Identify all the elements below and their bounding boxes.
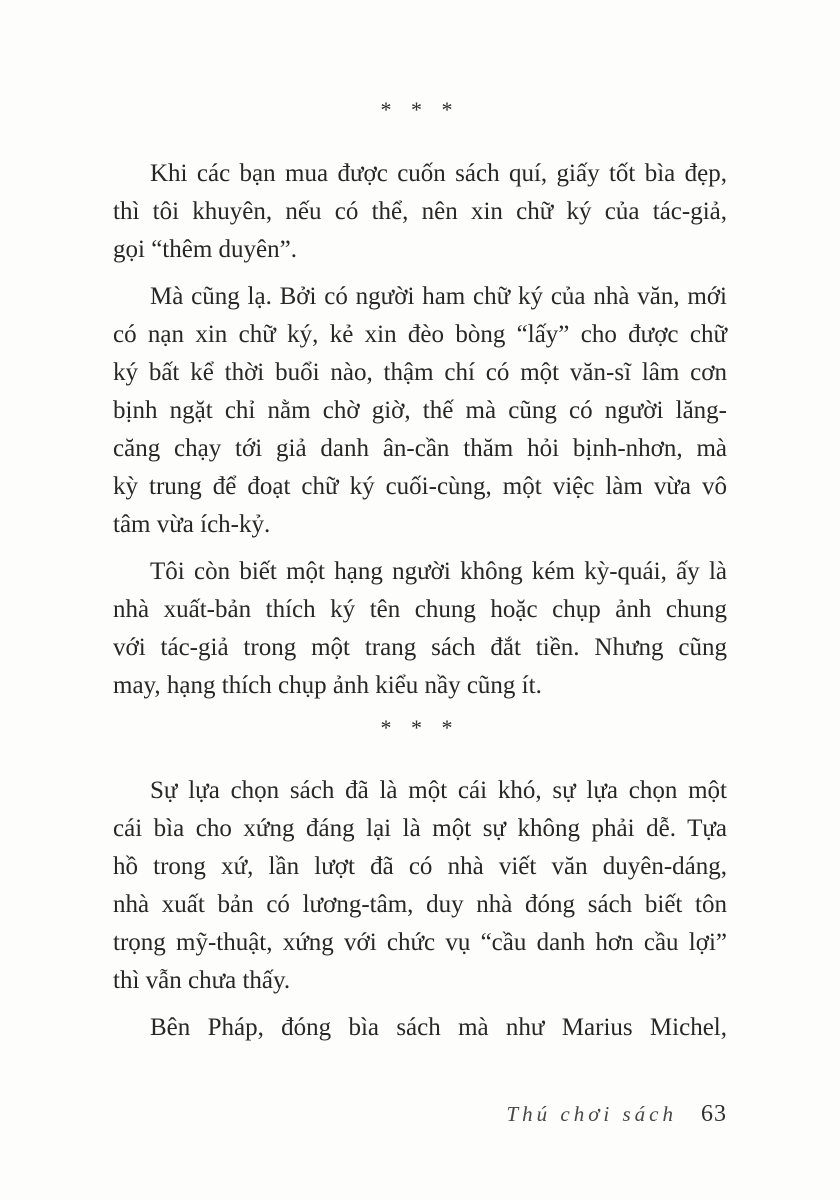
paragraph (113, 155, 727, 269)
footer (506, 1101, 727, 1128)
paragraph-line: tâm vừa ích-kỷ. (113, 511, 271, 538)
paragraph-line: cái bìa cho xứng đáng lại là một sự không phải dễ. Tựa (113, 815, 727, 842)
paragraph (113, 1009, 727, 1047)
text-block (113, 99, 727, 1056)
paragraph (113, 553, 727, 705)
paragraph-line: Sự lựa chọn sách đã là một cái khó, sự lựa chọn một (150, 777, 727, 804)
section-separator: * * * (380, 97, 460, 122)
paragraph-line: có nạn xin chữ ký, kẻ xin đèo bòng “lấy” cho được chữ (113, 321, 727, 348)
paragraph-line: Tôi còn biết một hạng người không kém kỳ-quái, ấy là (150, 558, 727, 585)
paragraph-line: Mà cũng lạ. Bởi có người ham chữ ký của nhà văn, mới (150, 283, 727, 310)
paragraph-line: kỳ trung để đoạt chữ ký cuối-cùng, một việc làm vừa vô (113, 473, 727, 500)
section-separator: * * * (380, 715, 460, 740)
paragraph-line: ký bất kể thời buổi nào, thậm chí có một văn-sĩ lâm cơn (113, 359, 727, 386)
paragraph (113, 278, 727, 544)
paragraph-line: gọi “thêm duyên”. (113, 236, 297, 263)
paragraph-line: thì tôi khuyên, nếu có thể, nên xin chữ ký của tác-giả, (113, 198, 727, 225)
paragraph-line: với tác-giả trong một trang sách đắt tiền. Nhưng cũng (113, 634, 727, 661)
page-number: 63 (701, 1101, 727, 1127)
paragraph-line: trọng mỹ-thuật, xứng với chức vụ “cầu danh hơn cầu lợi” (113, 929, 727, 956)
paragraph-line: thì vẫn chưa thấy. (113, 967, 291, 994)
running-title: Thú chơi sách (506, 1102, 677, 1126)
paragraph-line: Khi các bạn mua được cuốn sách quí, giấy tốt bìa đẹp, (150, 160, 727, 187)
paragraph-line: nhà xuất bản có lương-tâm, duy nhà đóng sách biết tôn (113, 891, 727, 918)
paragraph-line: Bên Pháp, đóng bìa sách mà như Marius Michel, (150, 1014, 727, 1041)
paragraph-line: căng chạy tới giả danh ân-cần thăm hỏi bịnh-nhơn, mà (113, 435, 727, 462)
paragraph-line: may, hạng thích chụp ảnh kiểu nầy cũng ít. (113, 672, 542, 699)
paragraph-line: bịnh ngặt chỉ nằm chờ giờ, thế mà cũng có người lăng- (113, 397, 727, 424)
paragraph-line: hồ trong xứ, lần lượt đã có nhà viết văn duyên-dáng, (113, 853, 727, 880)
paragraph (113, 772, 727, 1000)
paragraph-line: nhà xuất-bản thích ký tên chung hoặc chụp ảnh chung (113, 596, 727, 623)
